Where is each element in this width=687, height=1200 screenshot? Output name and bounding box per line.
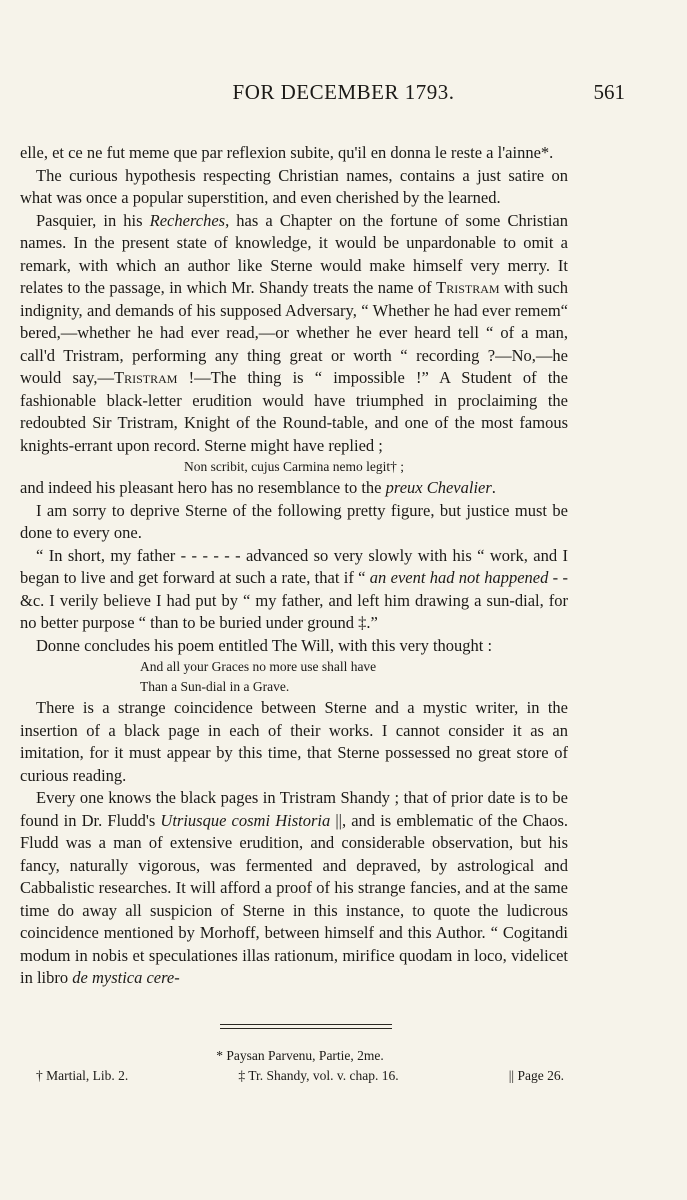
paragraph	[20, 545, 568, 635]
text-run: !—The thing is “ impossible !” A Student of the fashionable black-letter erudition would have triumphed in proclaiming the redoubted Sir Tristram, Knight of the Round-table, and one of the most famous knights-errant upon record. Sterne might have replied ;	[20, 368, 568, 455]
body-text	[20, 142, 568, 990]
small-caps-name: Tristram	[436, 278, 500, 297]
footnote-dagger: † Martial, Lib. 2.	[36, 1068, 129, 1083]
page-header	[0, 80, 687, 110]
footnote-double-dagger: ‡ Tr. Shandy, vol. v. chap. 16.	[238, 1068, 399, 1083]
paragraph: The curious hypothesis respecting Christian names, contains a just satire on what was once a popular superstition, and even cherished by the learned.	[20, 165, 568, 207]
footnote-star: * Paysan Parvenu, Partie, 2me.	[216, 1048, 384, 1063]
running-title: FOR DECEMBER 1793.	[232, 80, 455, 104]
footnote-rule	[220, 1024, 392, 1032]
small-caps-name: Tristram	[114, 368, 178, 387]
italic-phrase: preux Chevalier	[385, 478, 492, 497]
footnote-parallel: || Page 26.	[508, 1068, 564, 1083]
rule-line	[220, 1028, 392, 1029]
page-number: 561	[593, 80, 625, 104]
footnotes	[30, 1046, 570, 1086]
paragraph: elle, et ce ne fut meme que par reflexion subite, qu'il en donna le reste a l'ainne*.	[20, 143, 554, 162]
paragraph	[20, 210, 568, 458]
text-run: .	[491, 478, 496, 497]
italic-phrase: de mystica cere-	[72, 968, 180, 987]
verse-line: Than a Sun-dial in a Grave.	[140, 679, 290, 694]
text-run: “ In short, my father - - - - - - advanced so very slowly with his “ work, and I began to live and get forward at such a rate, that if “	[20, 545, 568, 587]
italic-title: Recherches	[149, 210, 226, 230]
verse-quote: Non scribit, cujus Carmina nemo legit† ;	[183, 459, 405, 474]
italic-phrase: an event had not happened	[369, 568, 549, 587]
text-run: and indeed his pleasant hero has no resemblance to the	[20, 478, 386, 497]
footnote-row	[30, 1066, 570, 1086]
paragraph: Donne concludes his poem entitled The Will, with this very thought :	[36, 635, 493, 655]
paragraph: I am sorry to deprive Sterne of the following pretty figure, but justice must be done to every one.	[20, 500, 568, 542]
text-run: Every one knows the black pages in Tristram Shandy ; that of prior date is to be found in Dr. Fludd's	[20, 788, 568, 830]
text-run: with such indignity, and demands of his supposed Adversary, “ Whether he had ever remem“ bered,—whether he had ever read,—or whether he ever heard tell “ of a man, call'd Tristram, performing any thing great or worth “ recording ?—No,—he would say,—	[20, 278, 568, 387]
text-run: ||, and is emblematic of the Chaos. Fludd was a man of extensive erudition, and considerable observation, but his fancy, naturally vigorous, was fermented and depraved, by astrological and Cabbalistic researches. It will afford a proof of his strange fancies, and at the same time do away all suspicion of Sterne in this instance, to quote the ludicrous coincidence mentioned by Morhoff, between himself and this Author. “ Cogitandi modum in nobis et speculationes illas rationum, mirifice quodam in loco, videlicet in libro	[20, 810, 568, 987]
rule-line	[220, 1024, 392, 1025]
text-run: - - &c. I verily believe I had put by “ my father, and left him drawing a sun-dial, for no better purpose “ than to be buried under ground ‡.”	[20, 568, 568, 632]
text-run: Pasquier, in his	[36, 210, 150, 230]
paragraph	[20, 787, 568, 990]
text-run: , has a Chapter on the fortune of some Christian names. In the present state of knowledge, it would be unpardonable to omit a remark, with which an author like Sterne would make himself very merry. It relates to the passage, in which Mr. Shandy treats the name of	[20, 210, 568, 297]
italic-title: Utriusque cosmi Historia	[160, 810, 331, 830]
paragraph: There is a strange coincidence between Sterne and a mystic writer, in the insertion of a black page in each of their works. I cannot consider it as an imitation, for it must appear by this time, that Sterne possessed no great store of curious reading.	[20, 698, 568, 785]
paragraph	[20, 477, 568, 500]
verse-line: And all your Graces no more use shall have	[140, 659, 377, 674]
